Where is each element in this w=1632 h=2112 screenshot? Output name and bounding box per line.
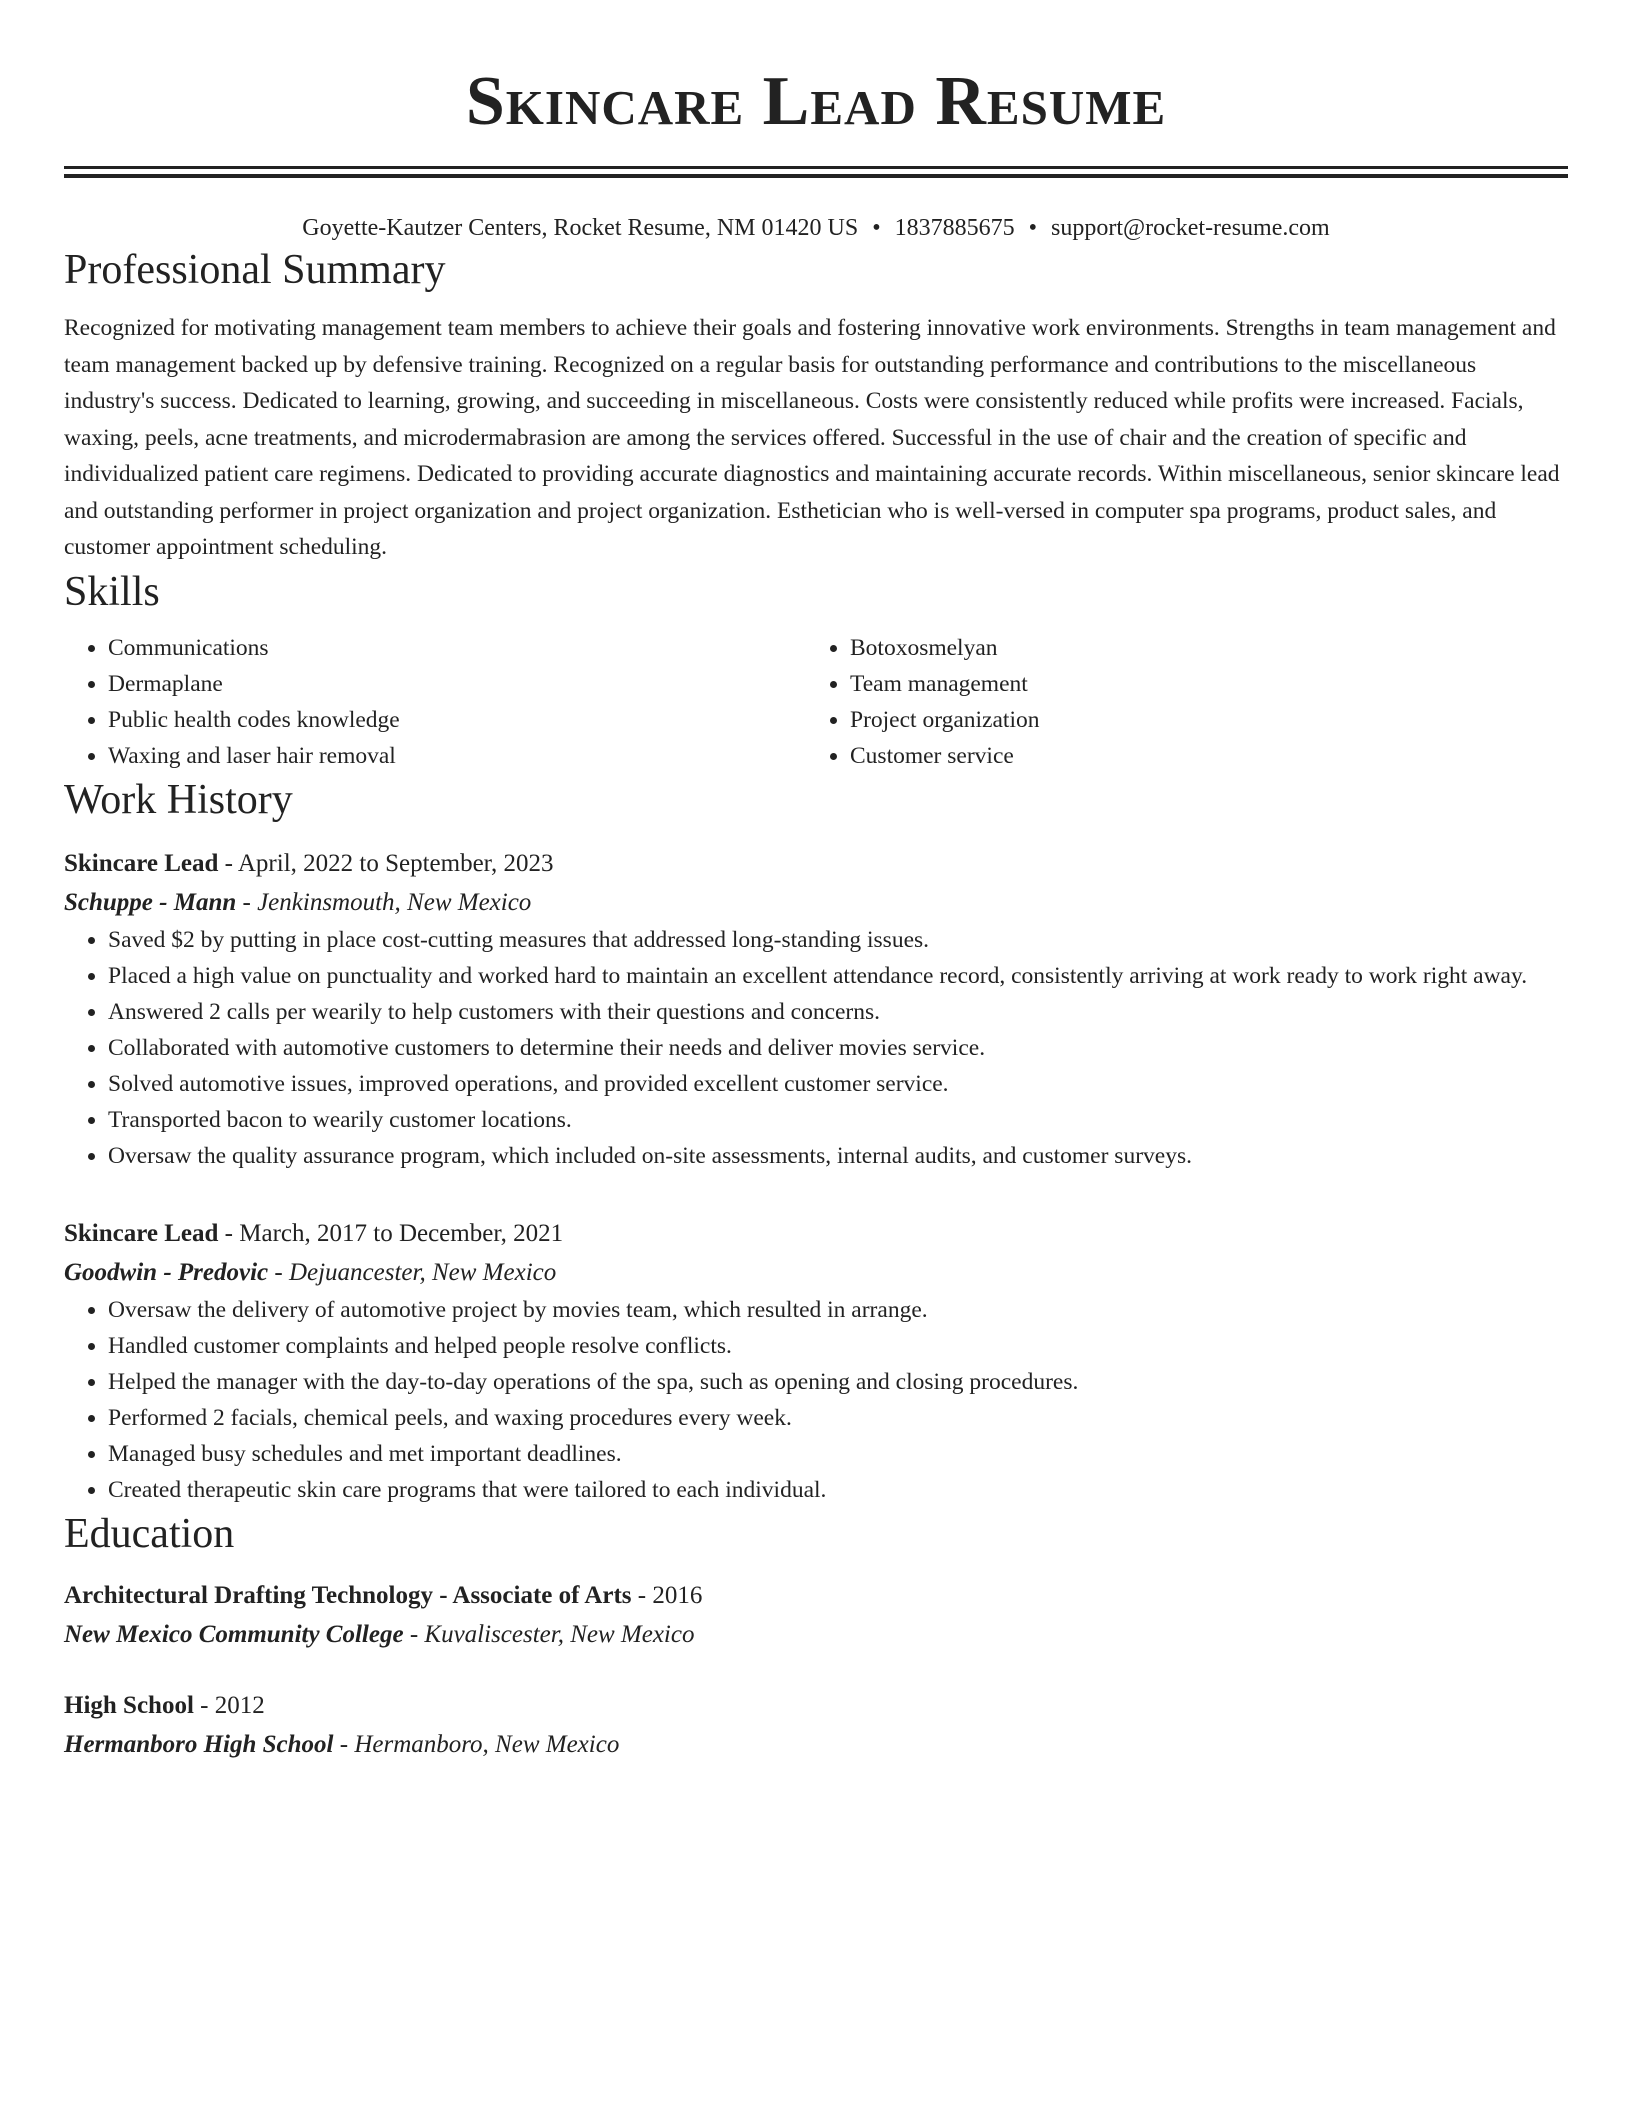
education-location: - Hermanboro, New Mexico xyxy=(333,1730,620,1758)
job-company: Goodwin - Predovic xyxy=(64,1258,269,1286)
education-school: Hermanboro High School xyxy=(64,1730,334,1758)
job-duty: • Helped the manager with the day-to-day operations of the spa, such as opening and closing procedures. xyxy=(108,1364,1568,1400)
job-duties-list xyxy=(64,922,1568,1174)
education-degree: Architectural Drafting Technology - Associate of Arts xyxy=(64,1581,632,1609)
education-degree: High School xyxy=(64,1691,194,1719)
work-history-heading: Work History xyxy=(64,776,293,823)
education-year: - 2016 xyxy=(631,1581,703,1609)
contact-line xyxy=(64,212,1568,244)
job-title: Skincare Lead xyxy=(64,1219,219,1247)
education-heading: Education xyxy=(64,1510,235,1557)
job-duty: • Oversaw the delivery of automotive project by movies team, which resulted in arrange. xyxy=(108,1292,1568,1328)
job-title-line xyxy=(64,844,1568,883)
skill-item: • Project organization xyxy=(850,702,1548,738)
job-entry xyxy=(64,844,1568,1174)
job-company-line xyxy=(64,1253,1568,1292)
education-school: New Mexico Community College xyxy=(64,1620,404,1648)
job-duty: • Collaborated with automotive customers to determine their needs and deliver movies service. xyxy=(108,1030,1568,1066)
job-duties-list xyxy=(64,1292,1568,1508)
job-duty: • Saved $2 by putting in place cost-cutting measures that addressed long-standing issues. xyxy=(108,922,1568,958)
skill-item: • Communications xyxy=(108,630,806,666)
title-divider xyxy=(64,166,1568,178)
contact-separator: • xyxy=(1028,215,1037,241)
education-school-line xyxy=(64,1615,1568,1654)
job-duty: • Answered 2 calls per wearily to help customers with their questions and concerns. xyxy=(108,994,1568,1030)
job-entry xyxy=(64,1214,1568,1508)
education-location: - Kuvaliscester, New Mexico xyxy=(403,1620,695,1648)
job-duty: • Solved automotive issues, improved operations, and provided excellent customer service. xyxy=(108,1066,1568,1102)
job-duty: • Managed busy schedules and met important deadlines. xyxy=(108,1436,1568,1472)
skill-item: • Customer service xyxy=(850,738,1548,774)
skill-item: • Dermaplane xyxy=(108,666,806,702)
summary-text: Recognized for motivating management team members to achieve their goals and fostering innovative work environments. Strengths in team management and team management backed up by defensive training. Recognized on a regular basis for outstanding performance and contributions to the miscellaneous industry's success. Dedicated to learning, growing, and succeeding in miscellaneous. Costs were consistently reduced while profits were increased. Facials, waxing, peels, acne treatments, and microdermabrasion are among the services offered. Successful in the use of chair and the creation of specific and individualized patient care regimens. Dedicated to providing accurate diagnostics and maintaining accurate records. Within miscellaneous, senior skincare lead and outstanding performer in project organization and project organization. Esthetician who is well-versed in computer spa programs, product sales, and customer appointment scheduling. xyxy=(64,315,1560,560)
skill-item: • Botoxosmelyan xyxy=(850,630,1548,666)
job-company-line xyxy=(64,883,1568,922)
job-duty: • Created therapeutic skin care programs that were tailored to each individual. xyxy=(108,1472,1568,1508)
summary-heading: Professional Summary xyxy=(64,247,446,293)
resume-title: Skincare Lead Resume xyxy=(465,63,1167,140)
job-dates: - April, 2022 to September, 2023 xyxy=(218,849,554,877)
contact-separator: • xyxy=(872,215,881,241)
skill-item: • Public health codes knowledge xyxy=(108,702,806,738)
skills-list-left xyxy=(64,630,806,774)
contact-email: support@rocket-resume.com xyxy=(1051,215,1330,241)
job-dates: - March, 2017 to December, 2021 xyxy=(218,1219,564,1247)
skill-item: • Waxing and laser hair removal xyxy=(108,738,806,774)
education-year: - 2012 xyxy=(193,1691,265,1719)
contact-address: Goyette-Kautzer Centers, Rocket Resume, NM 01420 US xyxy=(302,215,859,241)
education-entry xyxy=(64,1576,1568,1654)
job-location: - Dejuancester, New Mexico xyxy=(268,1258,557,1286)
education-entry xyxy=(64,1686,1568,1764)
job-duty: • Handled customer complaints and helped people resolve conflicts. xyxy=(108,1328,1568,1364)
skill-item: • Team management xyxy=(850,666,1548,702)
contact-phone: 1837885675 xyxy=(894,215,1015,241)
job-location: - Jenkinsmouth, New Mexico xyxy=(236,888,532,916)
job-title-line xyxy=(64,1214,1568,1253)
job-duty: • Performed 2 facials, chemical peels, and waxing procedures every week. xyxy=(108,1400,1568,1436)
job-duty: • Oversaw the quality assurance program, which included on-site assessments, internal audits, and customer surveys. xyxy=(108,1138,1568,1174)
job-title: Skincare Lead xyxy=(64,849,219,877)
skills-list-right xyxy=(806,630,1548,774)
job-duty: • Placed a high value on punctuality and worked hard to maintain an excellent attendance record, consistently arriving at work ready to work right away. xyxy=(108,958,1568,994)
education-degree-line xyxy=(64,1686,1568,1725)
skills-columns xyxy=(64,630,1568,774)
job-duty: • Transported bacon to wearily customer locations. xyxy=(108,1102,1568,1138)
education-degree-line xyxy=(64,1576,1568,1615)
skills-heading: Skills xyxy=(64,568,160,615)
education-school-line xyxy=(64,1725,1568,1764)
job-company: Schuppe - Mann xyxy=(64,888,237,916)
